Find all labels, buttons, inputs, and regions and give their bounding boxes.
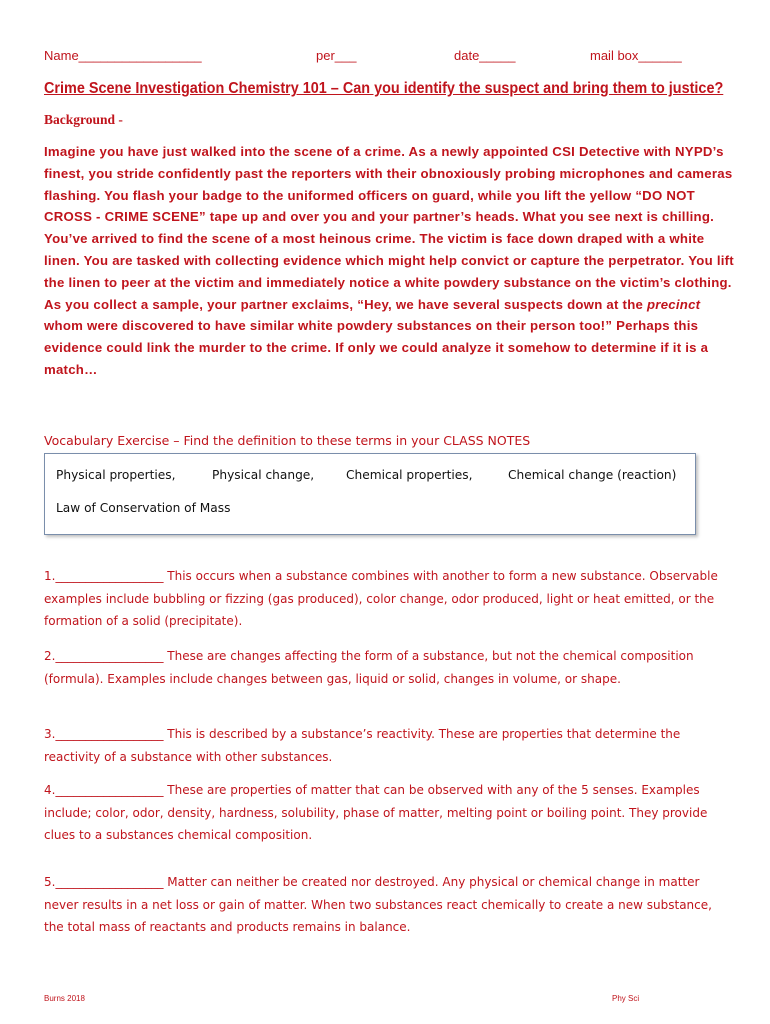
term-physical-properties: Physical properties,: [56, 468, 176, 482]
background-heading: Background -: [44, 112, 123, 127]
date-field: date_____: [454, 48, 516, 63]
footer-course: Phy Sci: [612, 994, 640, 1003]
worksheet-title: Crime Scene Investigation Chemistry 101 – Can you identify the suspect and bring them to justice?: [44, 80, 724, 97]
period-field: per___: [316, 48, 357, 63]
story-text-part2: whom were discovered to have similar white powdery substances on their person too!” Perhaps this evidence could link the murder to the crime. If only we could analyze it somehow to determine if it is a match…: [44, 318, 709, 377]
story-emphasis: precinct: [647, 296, 701, 312]
definition-item-3: 3.__________________ This is described by a substance’s reactivity. These are properties that determine the reactivity of a substance with other substances.: [44, 727, 681, 764]
term-chemical-change: Chemical change (reaction): [508, 468, 677, 482]
definition-item-5: 5.__________________ Matter can neither be created nor destroyed. Any physical or chemical change in matter never results in a net loss or gain of matter. When two substances react chemically to create a new substance, the total mass of reactants and products remains in balance.: [44, 875, 712, 934]
footer-author: Burns 2018: [44, 994, 85, 1003]
term-chemical-properties: Chemical properties,: [346, 468, 473, 482]
mail-box-field: mail box______: [590, 48, 682, 63]
story-text-part1: Imagine you have just walked into the scene of a crime. As a newly appointed CSI Detective with NYPD’s finest, you stride confidently past the reporters with their obnoxiously probing microphones and cameras flashing. You flash your badge to the uniformed officers on guard, while you lift the yellow “DO NOT CROSS - CRIME SCENE” tape up and over you and your partner’s heads. What you see next is chilling. You’ve arrived to find the scene of a most heinous crime. The victim is face down draped with a white linen. You are tasked with collecting evidence which might help convict or capture the perpetrator. You lift the linen to peer at the victim and immediately notice a white powdery substance on the victim’s clothing. As you collect a sample, your partner exclaims, “Hey, we have several suspects down at the: [44, 144, 734, 312]
definition-item-1: 1.__________________ This occurs when a substance combines with another to form a new substance. Observable examples include bubbling or fizzing (gas produced), color change, odor produced, light or heat emitted, or the formation of a solid (precipitate).: [44, 569, 718, 628]
background-story: [44, 141, 734, 381]
vocabulary-heading: Vocabulary Exercise – Find the definition to these terms in your CLASS NOTES: [44, 433, 531, 448]
name-field: Name_________________: [44, 48, 202, 63]
definition-item-4: 4.__________________ These are properties of matter that can be observed with any of the 5 senses. Examples include; color, odor, density, hardness, solubility, phase of matter, melting point or boiling point. They provide clues to a substances chemical composition.: [44, 783, 708, 842]
term-conservation-of-mass: Law of Conservation of Mass: [56, 501, 231, 515]
vocabulary-term-box: [44, 453, 696, 535]
term-physical-change: Physical change,: [212, 468, 315, 482]
definition-item-2: 2.__________________ These are changes affecting the form of a substance, but not the chemical composition (formula). Examples include changes between gas, liquid or solid, changes in volume, or shape.: [44, 649, 694, 686]
